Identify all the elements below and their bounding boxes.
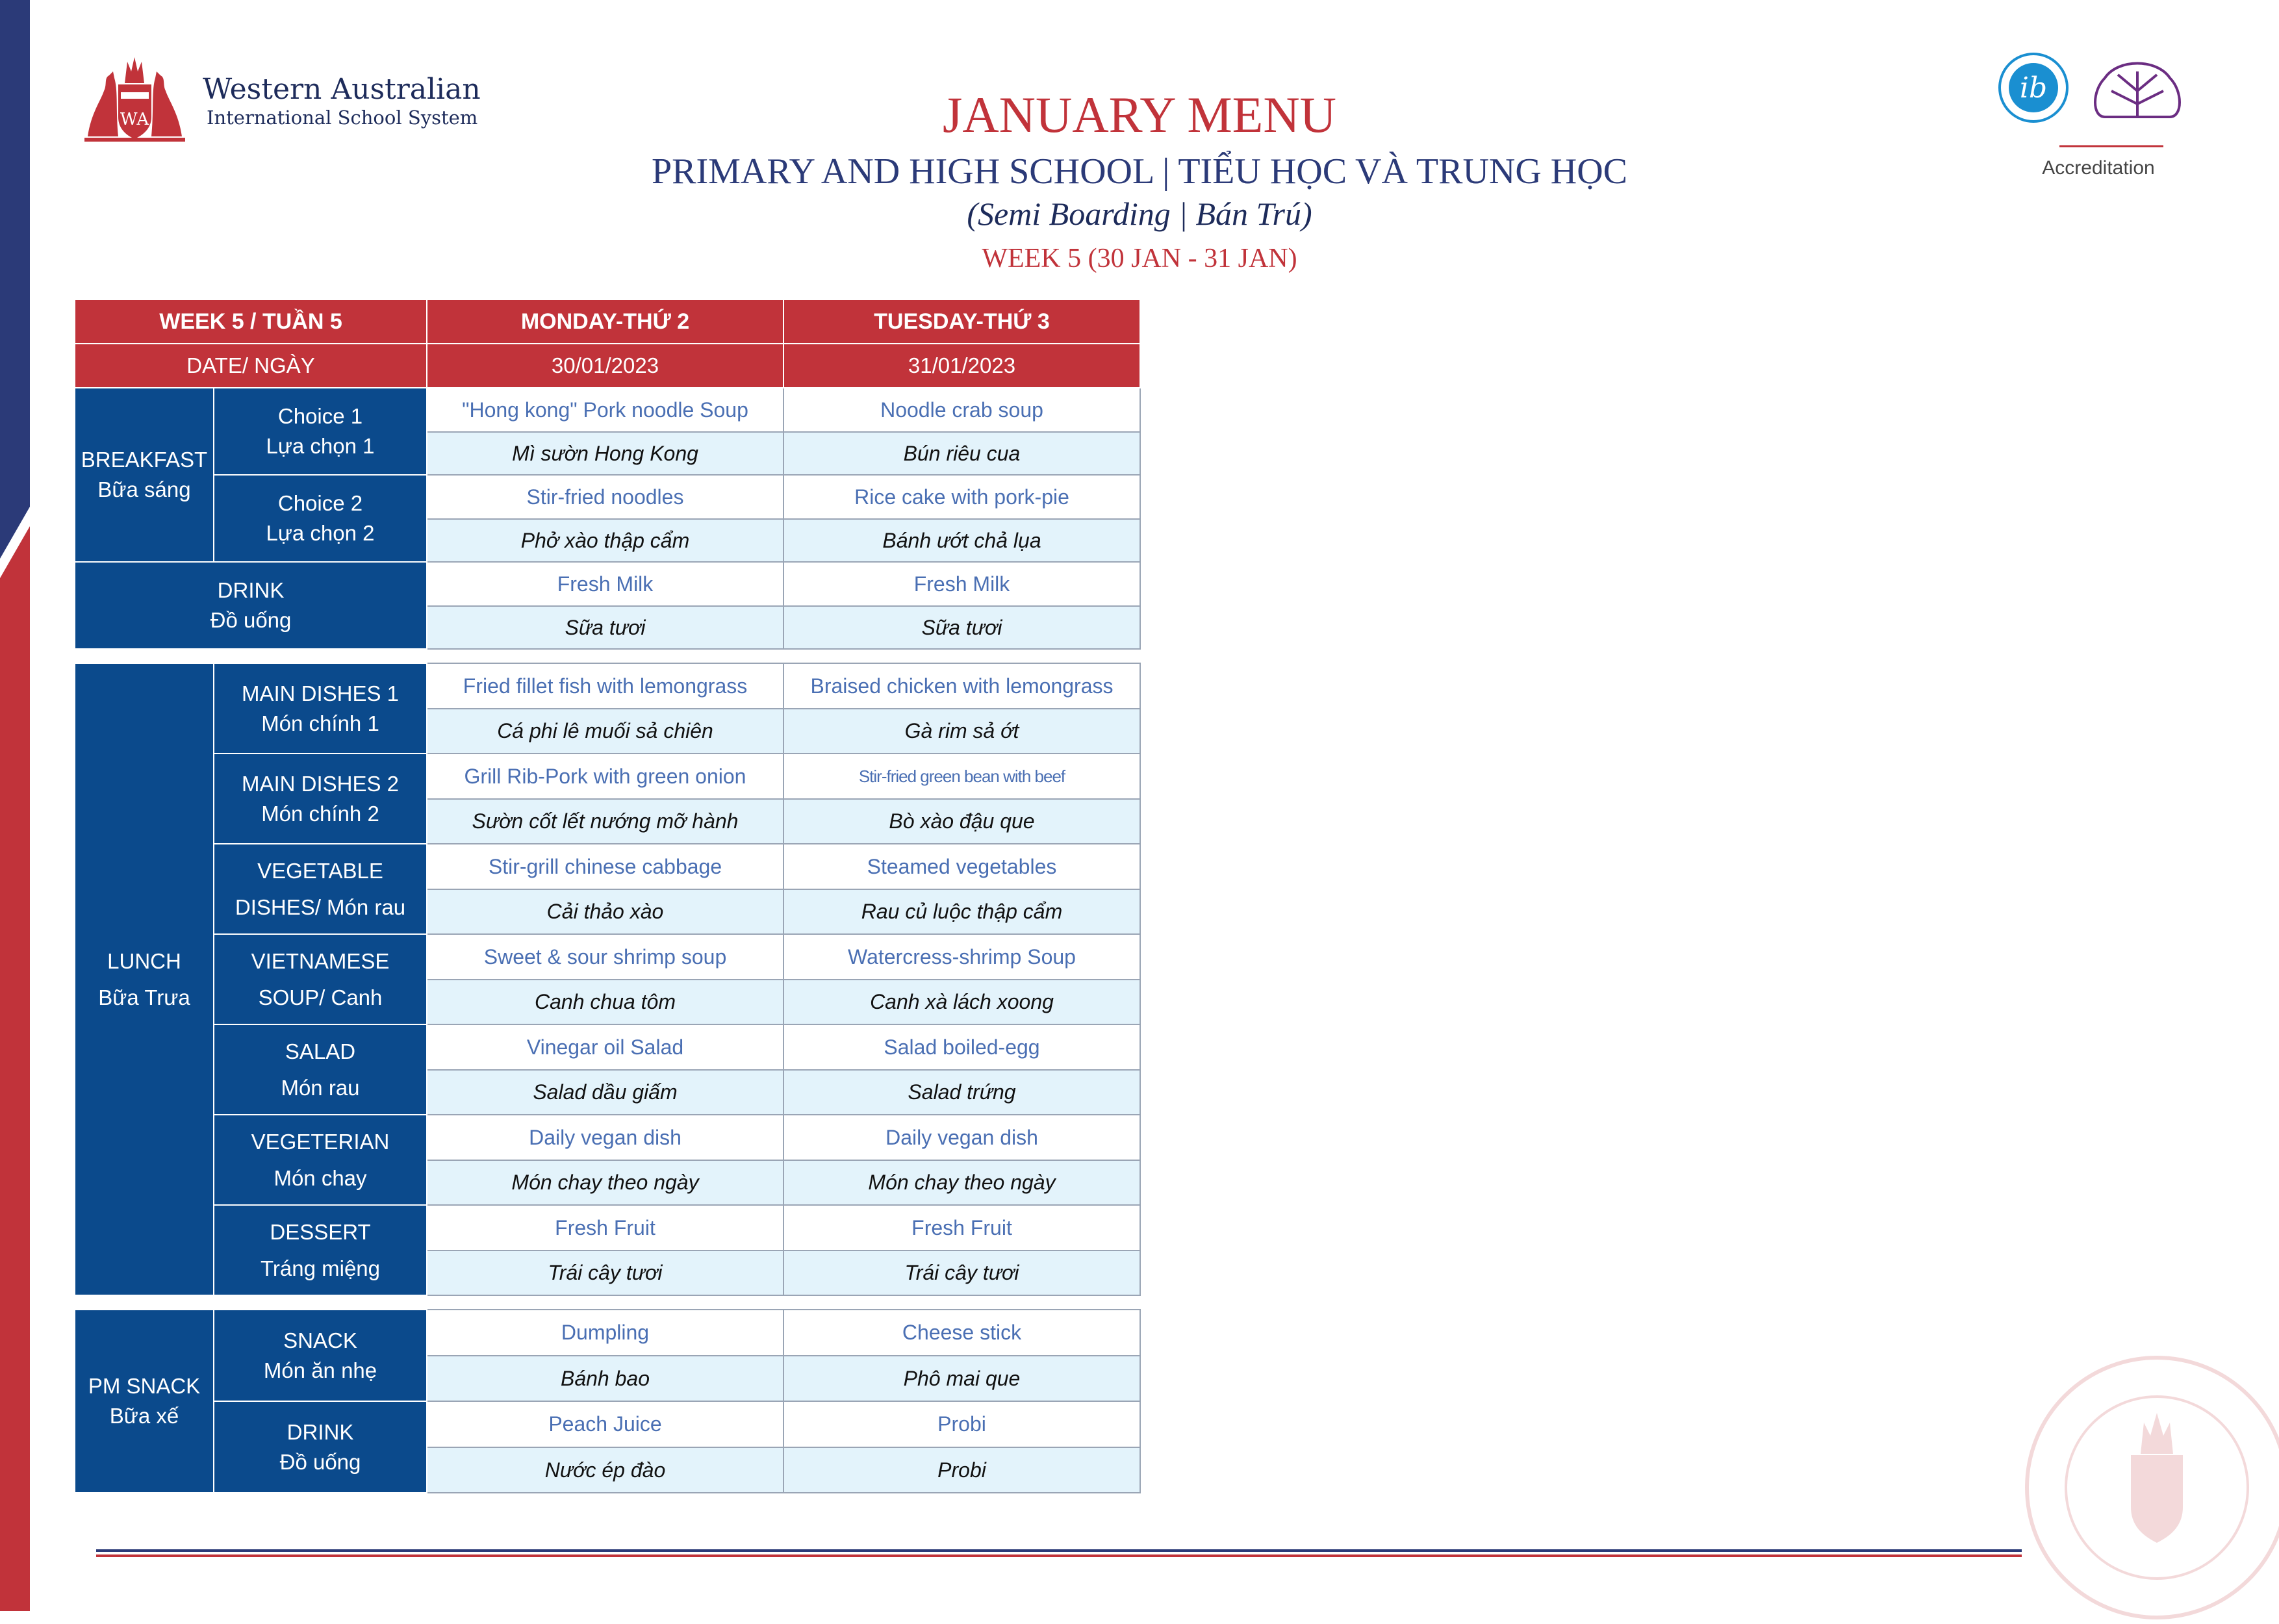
- section-label-en: LUNCH: [107, 948, 181, 973]
- boarding-label: (Semi Boarding | Bán Trú): [967, 196, 1312, 232]
- menu-table: [74, 299, 1141, 1493]
- date-tuesday: 31/01/2023: [783, 344, 1140, 388]
- category-label-en: MAIN DISHES 1: [241, 681, 400, 705]
- category-choice-2: [214, 475, 427, 562]
- dish-en: Stir-fried green bean with beef: [783, 754, 1140, 799]
- dish-vn: Món chay theo ngày: [427, 1160, 783, 1205]
- category-label-vn: Lựa chọn 1: [266, 434, 375, 458]
- category-label-vn: Lựa chọn 2: [266, 521, 375, 545]
- category-main-dishes-1: [214, 663, 427, 754]
- svg-text:WA: WA: [120, 110, 149, 129]
- dish-en: Dumpling: [427, 1310, 783, 1356]
- category-main-dishes-2: [214, 754, 427, 844]
- week-header: WEEK 5 / TUẦN 5: [75, 299, 427, 344]
- dish-vn: Canh xà lách xoong: [783, 980, 1140, 1024]
- category-label-vn: Món rau: [281, 1075, 360, 1100]
- category-breakfast-drink: [75, 562, 427, 649]
- date-monday: 30/01/2023: [427, 344, 783, 388]
- date-header: DATE/ NGÀY: [75, 344, 427, 388]
- dish-vn: Probi: [783, 1447, 1140, 1493]
- section-label-en: BREAKFAST: [81, 448, 208, 472]
- category-label-en: DRINK: [217, 578, 285, 602]
- category-label-en: MAIN DISHES 2: [241, 771, 400, 796]
- dish-vn: Bò xào đậu que: [783, 799, 1140, 844]
- category-salad: [214, 1024, 427, 1115]
- day-header-monday: MONDAY-THỨ 2: [427, 299, 783, 344]
- category-label-vn: DISHES/ Món rau: [235, 894, 406, 919]
- dish-en: Fried fillet fish with lemongrass: [427, 663, 783, 709]
- category-label-en: DESSERT: [270, 1219, 371, 1244]
- category-label-vn: Món ăn nhẹ: [263, 1358, 377, 1382]
- dish-en: Salad boiled-egg: [783, 1024, 1140, 1070]
- category-vegetarian: [214, 1115, 427, 1205]
- page-title: JANUARY MENU: [943, 86, 1336, 143]
- section-label-en: PM SNACK: [88, 1374, 201, 1398]
- section-breakfast: [75, 388, 214, 562]
- dish-en: Stir-fried noodles: [427, 475, 783, 519]
- footer-rule-navy: [96, 1549, 2022, 1552]
- category-label-en: Choice 1: [277, 404, 363, 428]
- dish-vn: Cá phi lê muối sả chiên: [427, 709, 783, 754]
- dish-en: Rice cake with pork-pie: [783, 475, 1140, 519]
- dish-vn: Phở xào thập cẩm: [427, 519, 783, 562]
- category-label-en: SNACK: [283, 1328, 357, 1352]
- dish-en: Cheese stick: [783, 1310, 1140, 1356]
- day-header-tuesday: TUESDAY-THỨ 3: [783, 299, 1140, 344]
- category-label-vn: Món chính 2: [261, 801, 379, 826]
- dish-en: "Hong kong" Pork noodle Soup: [427, 388, 783, 432]
- dish-en: Vinegar oil Salad: [427, 1024, 783, 1070]
- dish-vn: Trái cây tươi: [783, 1250, 1140, 1295]
- dish-en: Sweet & sour shrimp soup: [427, 934, 783, 980]
- dish-en: Noodle crab soup: [783, 388, 1140, 432]
- dish-vn: Trái cây tươi: [427, 1250, 783, 1295]
- dish-vn: Phô mai que: [783, 1356, 1140, 1401]
- dish-vn: Bánh ướt chả lụa: [783, 519, 1140, 562]
- dish-en: Fresh Milk: [783, 562, 1140, 606]
- category-label-vn: SOUP/ Canh: [258, 985, 383, 1009]
- category-label-en: DRINK: [286, 1419, 354, 1444]
- dish-vn: Sữa tươi: [783, 606, 1140, 649]
- page-subtitle: PRIMARY AND HIGH SCHOOL | TIỂU HỌC VÀ TRUNG HỌC: [651, 151, 1628, 192]
- category-vietnamese-soup: [214, 934, 427, 1024]
- dish-vn: Gà rim sả ớt: [783, 709, 1140, 754]
- dish-vn: Salad trứng: [783, 1070, 1140, 1115]
- dish-vn: Mì sườn Hong Kong: [427, 432, 783, 475]
- dish-en: Fresh Fruit: [783, 1205, 1140, 1250]
- logo-text-line2: International School System: [207, 107, 478, 129]
- category-label-en: Choice 2: [277, 491, 363, 515]
- dish-en: Steamed vegetables: [783, 844, 1140, 889]
- dish-en: Watercress-shrimp Soup: [783, 934, 1140, 980]
- category-label-vn: Món chay: [274, 1165, 367, 1190]
- tree-logo-icon: [2095, 64, 2180, 118]
- dish-en: Grill Rib-Pork with green onion: [427, 754, 783, 799]
- section-pm-snack: [75, 1310, 214, 1493]
- dish-vn: Bánh bao: [427, 1356, 783, 1401]
- logo-text-line1: Western Australian: [203, 73, 481, 106]
- dish-en: Daily vegan dish: [427, 1115, 783, 1160]
- dish-vn: Cải thảo xào: [427, 889, 783, 934]
- week-range: WEEK 5 (30 JAN - 31 JAN): [982, 244, 1297, 273]
- dish-vn: Canh chua tôm: [427, 980, 783, 1024]
- dish-en: Probi: [783, 1401, 1140, 1447]
- category-snack: [214, 1310, 427, 1401]
- category-snack-drink: [214, 1401, 427, 1493]
- school-seal-watermark: [2020, 1351, 2279, 1624]
- category-label-en: VEGETABLE: [257, 858, 383, 883]
- accreditation-label: Accreditation: [2042, 157, 2155, 179]
- ib-logo-icon: [2000, 54, 2067, 121]
- section-label-vn: Bữa sáng: [97, 477, 191, 501]
- section-label-vn: Bữa Trưa: [98, 985, 190, 1009]
- dish-vn: Salad dầu giấm: [427, 1070, 783, 1115]
- category-label-vn: Đồ uống: [279, 1449, 361, 1474]
- category-label-en: VEGETERIAN: [251, 1129, 390, 1154]
- category-dessert: [214, 1205, 427, 1295]
- svg-text:ib: ib: [2019, 71, 2048, 105]
- dish-en: Peach Juice: [427, 1401, 783, 1447]
- dish-vn: Nước ép đào: [427, 1447, 783, 1493]
- category-label-en: VIETNAMESE: [251, 948, 390, 973]
- dish-vn: Rau củ luộc thập cẩm: [783, 889, 1140, 934]
- category-label-vn: Món chính 1: [261, 711, 379, 735]
- dish-vn: Sữa tươi: [427, 606, 783, 649]
- dish-en: Fresh Milk: [427, 562, 783, 606]
- dish-en: Daily vegan dish: [783, 1115, 1140, 1160]
- dish-vn: Sườn cốt lết nướng mỡ hành: [427, 799, 783, 844]
- footer-rule-red: [96, 1554, 2022, 1557]
- category-label-vn: Đồ uống: [210, 608, 292, 632]
- dish-vn: Bún riêu cua: [783, 432, 1140, 475]
- dish-en: Stir-grill chinese cabbage: [427, 844, 783, 889]
- dish-vn: Món chay theo ngày: [783, 1160, 1140, 1205]
- section-lunch: [75, 663, 214, 1295]
- section-label-vn: Bữa xế: [109, 1404, 179, 1428]
- category-label-en: SALAD: [285, 1039, 356, 1063]
- category-vegetable-dishes: [214, 844, 427, 934]
- dish-en: Fresh Fruit: [427, 1205, 783, 1250]
- category-choice-1: [214, 388, 427, 475]
- category-label-vn: Tráng miệng: [260, 1256, 381, 1280]
- dish-en: Braised chicken with lemongrass: [783, 663, 1140, 709]
